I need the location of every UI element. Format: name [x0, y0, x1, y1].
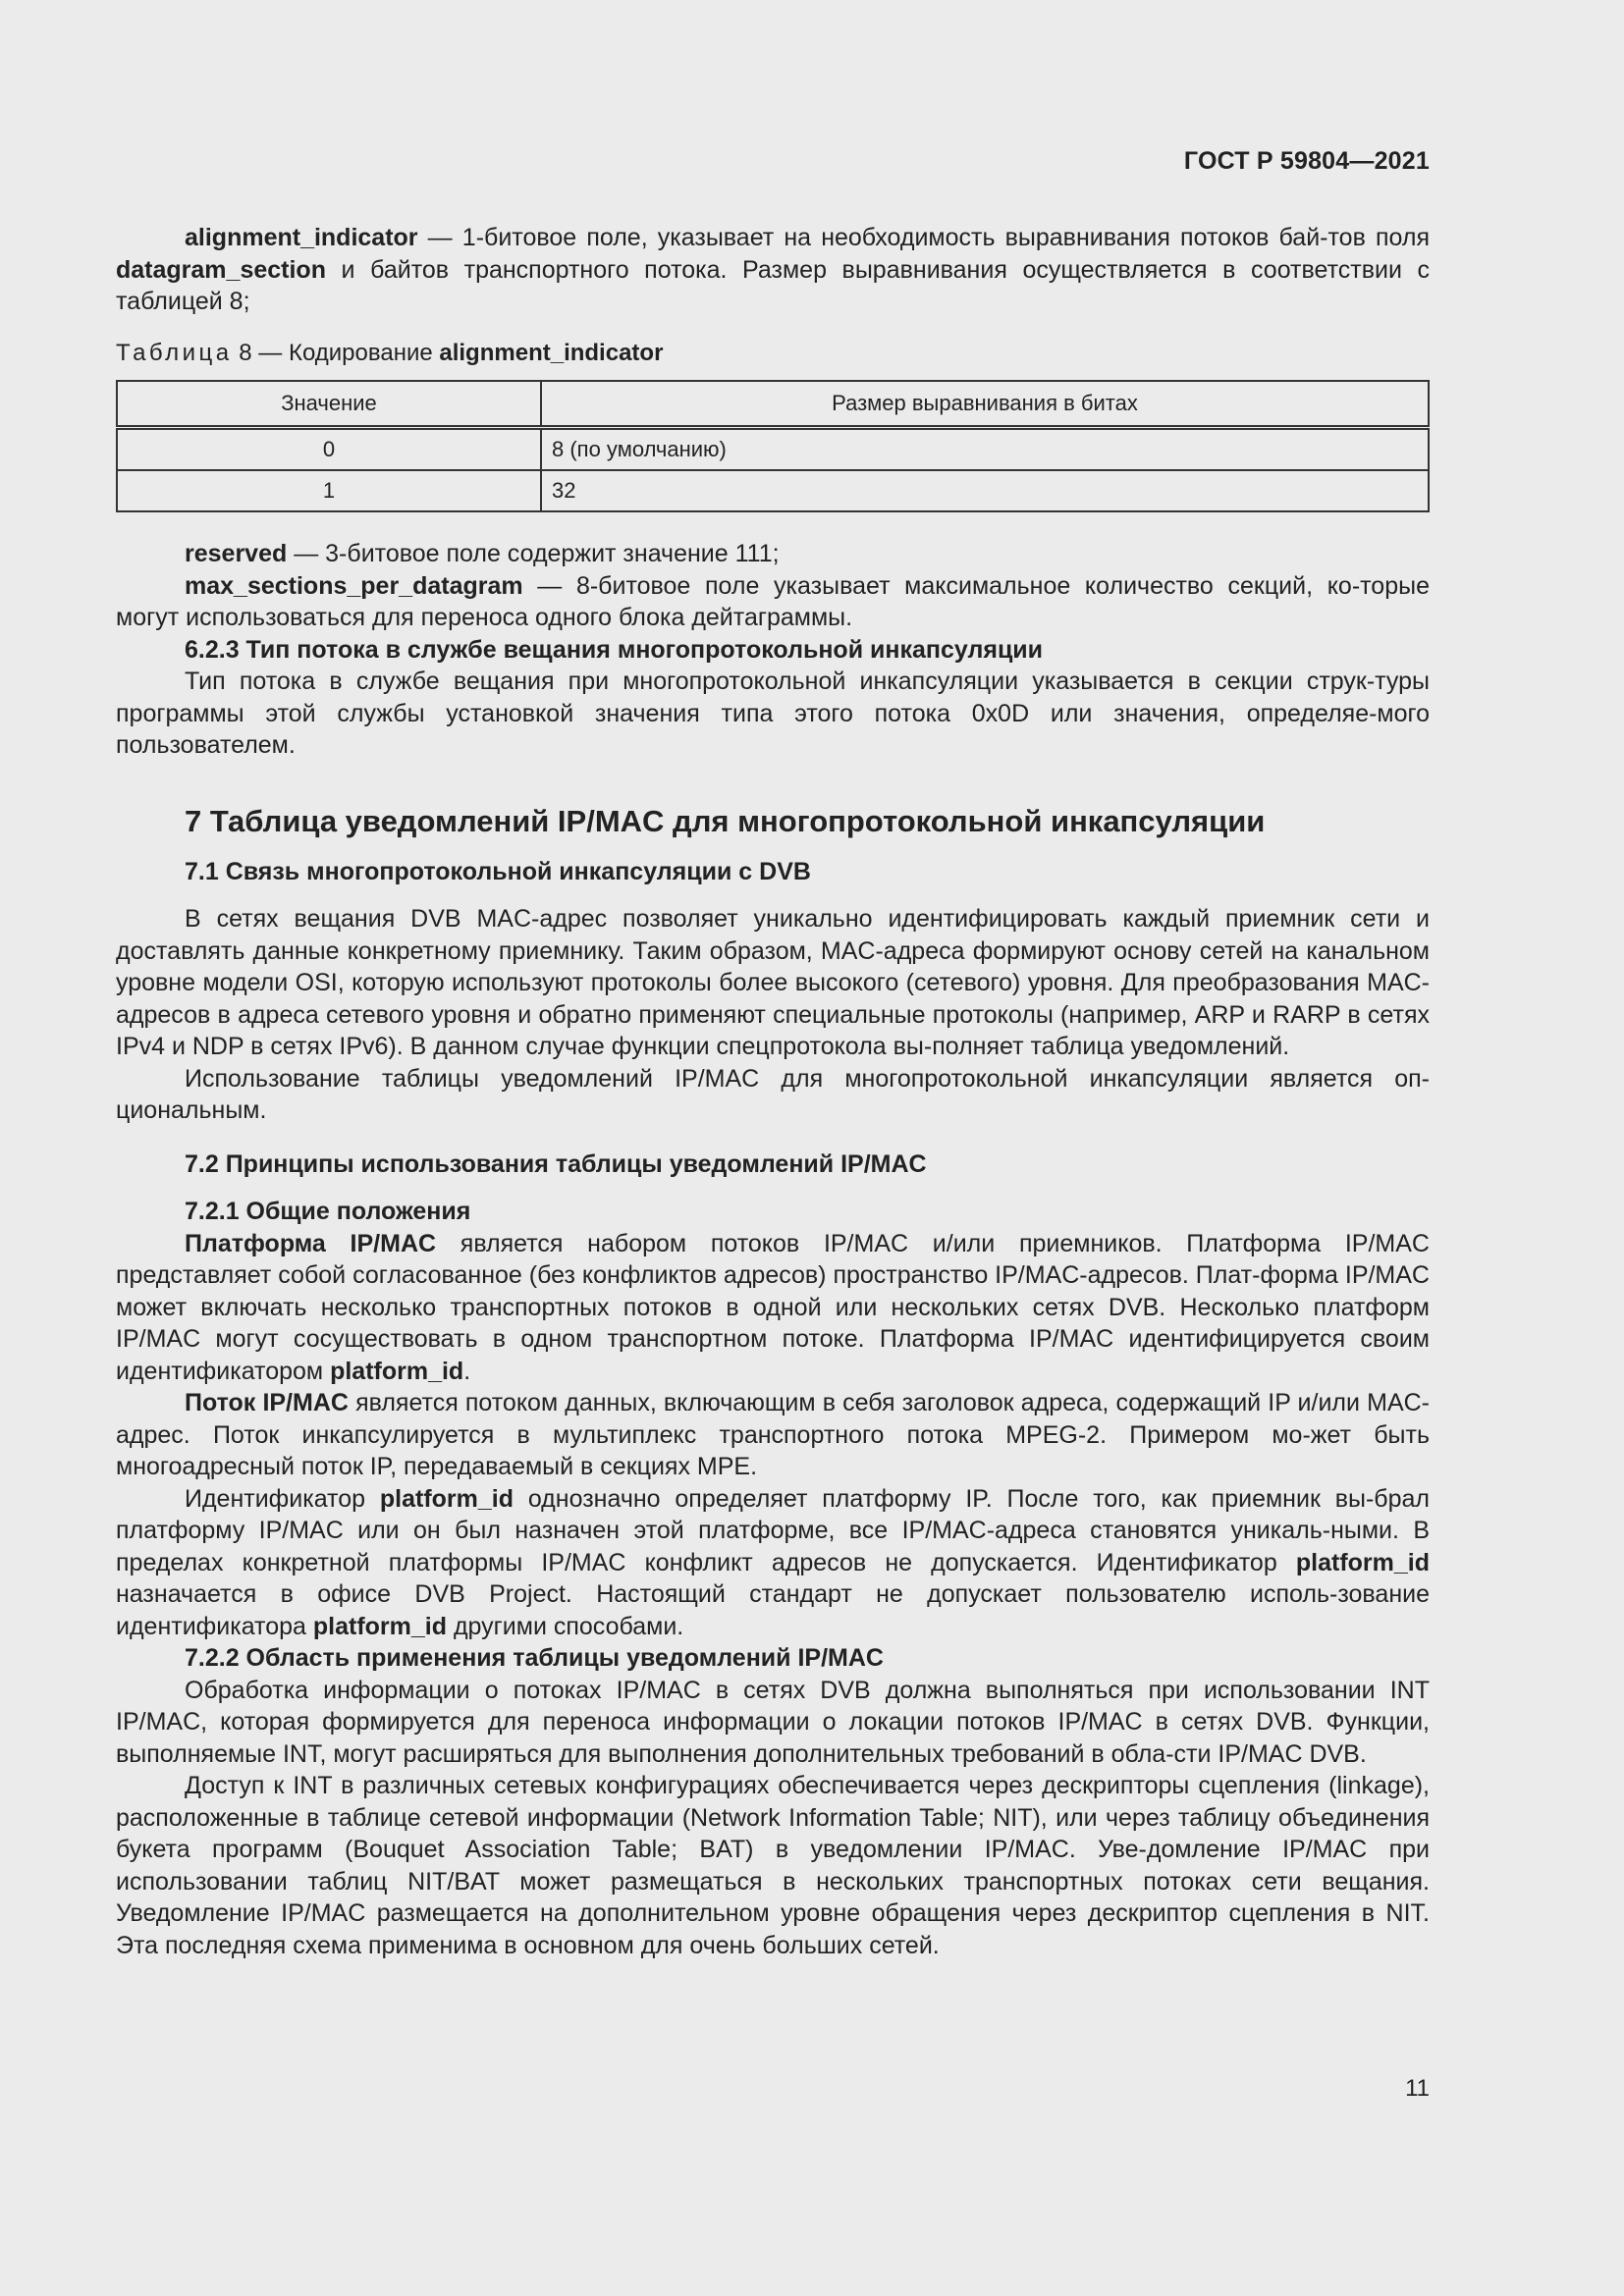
term-platform: Платформа IP/MAC	[185, 1229, 437, 1257]
term-platform-id: platform_id	[379, 1484, 514, 1513]
cell-size: 8 (по умолчанию)	[541, 428, 1429, 471]
cell-value: 1	[117, 470, 541, 511]
paragraph-stream-type: Тип потока в службе вещания при многопротокольной инкапсуляции указывается в секции струк-туры программы этой службы установкой значения типа этого потока 0x0D или значения, определяе-мого пользователем.	[116, 667, 1430, 759]
text: является потоком данных, включающим в себя заголовок адреса, содержащий IP и/или MAC-адрес. Поток инкапсулируется в мультиплекс транспортного потока MPEG-2. Примером мо-жет быть многоадресный поток IP, передаваемый в секциях MPE.	[116, 1389, 1430, 1480]
heading-section-7: 7 Таблица уведомлений IP/MAC для многопротокольной инкапсуляции	[185, 803, 1266, 838]
standard-code: ГОСТ Р 59804—2021	[1183, 147, 1430, 175]
paragraph-reserved	[116, 538, 1430, 570]
term-reserved: reserved	[185, 540, 288, 567]
term-stream: Поток IP/MAC	[185, 1389, 349, 1416]
text: Идентификатор	[185, 1484, 380, 1513]
heading-6-2-3: 6.2.3 Тип потока в службе вещания многопротокольной инкапсуляции	[185, 635, 1044, 664]
text: другими способами.	[447, 1612, 684, 1640]
paragraph-alignment-indicator	[116, 222, 1430, 318]
table-row	[117, 470, 1429, 511]
text: — 3-битовое поле содержит значение 111;	[287, 540, 780, 567]
paragraph-7-2-2-b: Доступ к INT в различных сетевых конфигурациях обеспечивается через дескрипторы сцепления (linkage), расположенные в таблице сетевой информации (Network Information Table; NIT), или через таблицу объединения букета программ (Bouquet Association Table; BAT) в уведомлении IP/MAC. Уве-домление IP/MAC при использовании таблиц NIT/BAT может размещаться в нескольких транспортных потоках сети вещания. Уведомление IP/MAC размещается на дополнительном уровне обращения через дескриптор сцепления в NIT. Эта последняя схема применима в основном для очень больших сетей.	[116, 1772, 1430, 1959]
caption-number: 8 — Кодирование	[232, 339, 440, 366]
table-caption	[116, 338, 1430, 370]
caption-term: alignment_indicator	[439, 339, 664, 366]
paragraph-7-1-a: В сетях вещания DVB MAC-адрес позволяет уникально идентифицировать каждый приемник сети и доставлять данные конкретному приемнику. Таким образом, MAC-адреса формируют основу сетей на канальном уровне модели OSI, которую используют протоколы более высокого (сетевого) уровня. Для преобразования MAC-адресов в адреса сетевого уровня и обратно применяют специальные протоколы (например, ARP и RARP в сетях IPv4 и NDP в сетях IPv6). В данном случае функции спецпротокола вы-полняет таблица уведомлений.	[116, 905, 1430, 1060]
text: однозначно определяет платформу IP. После того, как приемник вы-брал платформу IP/MAC или он был назначен этой платформе, все IP/MAC-адреса становятся уникаль-ными. В пределах конкретной платформы IP/MAC конфликт адресов не допускается. Идентификатор	[116, 1484, 1430, 1576]
heading-7-1: 7.1 Связь многопротокольной инкапсуляции с DVB	[185, 857, 811, 885]
paragraph-7-2-2-a: Обработка информации о потоках IP/MAC в сетях DVB должна выполняться при использовании INT IP/MAC, которая формируется для переноса информации о локации потоков IP/MAC в сетях DVB. Функции, выполняемые INT, могут расширяться для выполнения дополнительных требований в обла-сти IP/MAC DVB.	[116, 1676, 1430, 1768]
heading-7-2: 7.2 Принципы использования таблицы уведомлений IP/MAC	[185, 1149, 927, 1178]
text: и байтов транспортного потока. Размер выравнивания осуществляется в соответствии с таблицей 8;	[116, 255, 1430, 315]
cell-size: 32	[541, 470, 1429, 511]
text: является набором потоков IP/MAC и/или приемников. Платформа IP/MAC представляет собой согласованное (без конфликтов адресов) пространство IP/MAC-адресов. Плат-форма IP/MAC может включать несколько транспортных потоков в одной или нескольких сетях DVB. Несколько платформ IP/MAC могут сосуществовать в одном транспортном потоке. Платформа IP/MAC идентифицируется своим идентификатором	[116, 1229, 1430, 1385]
paragraph-stream	[116, 1387, 1430, 1483]
caption-label: Таблица	[116, 339, 233, 366]
page-content	[116, 222, 1430, 1961]
text: — 8-битовое поле указывает максимальное количество секций, ко-торые могут использоваться для переноса одного блока дейтаграммы.	[116, 571, 1430, 631]
term-platform-id: platform_id	[1295, 1548, 1430, 1576]
text: назначается в офисе DVB Project. Настоящий стандарт не допускает пользователю исполь-зование идентификатора	[116, 1580, 1430, 1640]
heading-7-2-1: 7.2.1 Общие положения	[185, 1198, 471, 1225]
table-8	[116, 380, 1430, 512]
page-number: 11	[1405, 2075, 1430, 2102]
cell-value: 0	[117, 428, 541, 471]
table-header-row	[117, 381, 1429, 428]
term-platform-id: platform_id	[312, 1612, 448, 1640]
text: .	[463, 1357, 471, 1385]
term-platform-id: platform_id	[330, 1357, 464, 1385]
term-alignment-indicator: alignment_indicator	[185, 224, 418, 251]
term-datagram-section: datagram_section	[116, 255, 326, 284]
paragraph-max-sections	[116, 570, 1430, 634]
column-header-size: Размер выравнивания в битах	[541, 381, 1429, 428]
paragraph-platform-id	[116, 1483, 1430, 1643]
text: — 1-битовое поле, указывает на необходимость выравнивания потоков бай-тов поля	[417, 224, 1430, 251]
column-header-value: Значение	[117, 381, 541, 428]
term-max-sections: max_sections_per_datagram	[185, 571, 523, 600]
heading-7-2-2: 7.2.2 Область применения таблицы уведомлений IP/MAC	[185, 1644, 884, 1672]
paragraph-7-1-b: Использование таблицы уведомлений IP/MAC для многопротокольной инкапсуляции является оп-циональным.	[116, 1064, 1430, 1124]
table-row	[117, 428, 1429, 471]
paragraph-platform	[116, 1228, 1430, 1388]
